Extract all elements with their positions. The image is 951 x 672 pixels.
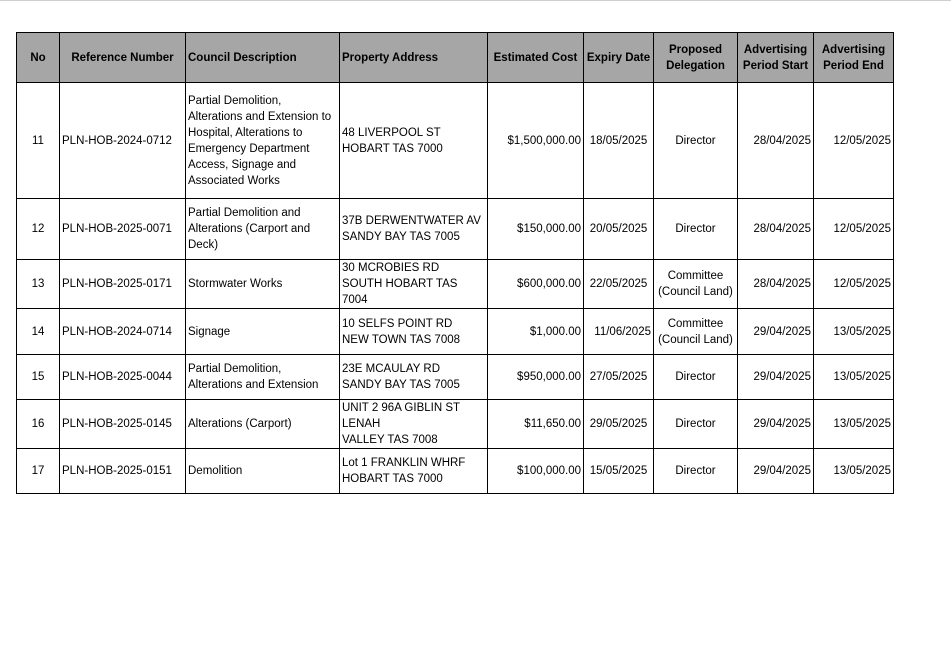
cell-cost: $600,000.00	[488, 260, 584, 309]
cell-cost: $11,650.00	[488, 400, 584, 449]
col-header-expiry: Expiry Date	[584, 33, 654, 83]
cell-address	[340, 449, 488, 494]
table-row	[17, 355, 894, 400]
col-header-adv-end-line2: Period End	[823, 59, 884, 72]
cell-adv-end: 13/05/2025	[814, 355, 894, 400]
cell-adv-end: 12/05/2025	[814, 83, 894, 199]
cell-reference: PLN-HOB-2024-0714	[60, 309, 186, 355]
table-header-row	[17, 33, 894, 83]
delegation-line-1: Director	[675, 134, 716, 147]
delegation-line-1: Director	[675, 465, 716, 477]
delegation-line-1: Director	[675, 223, 716, 235]
cell-no: 17	[17, 449, 60, 494]
cell-expiry: 18/05/2025	[584, 83, 654, 199]
planning-applications-table	[16, 32, 894, 494]
delegation-line-1: Committee	[667, 317, 724, 330]
cell-reference: PLN-HOB-2024-0712	[60, 83, 186, 199]
cell-adv-start: 28/04/2025	[738, 199, 814, 260]
address-line-2: SOUTH HOBART TAS 7004	[342, 278, 458, 306]
cell-description: Partial Demolition, Alterations and Extension to Hospital, Alterations to Emergency Department Access, Signage and Associated Works	[186, 83, 340, 199]
cell-cost: $950,000.00	[488, 355, 584, 400]
address-line-1: 23E MCAULAY RD	[342, 363, 440, 375]
col-header-delegation	[654, 33, 738, 83]
cell-expiry: 27/05/2025	[584, 355, 654, 400]
cell-delegation	[654, 449, 738, 494]
cell-cost: $100,000.00	[488, 449, 584, 494]
address-line-1: UNIT 2 96A GIBLIN ST LENAH	[342, 402, 460, 430]
col-header-cost: Estimated Cost	[488, 33, 584, 83]
col-header-description: Council Description	[186, 33, 340, 83]
cell-cost: $1,000.00	[488, 309, 584, 355]
cell-description: Signage	[186, 309, 340, 355]
page-top-border	[0, 0, 951, 1]
delegation-line-1: Committee	[667, 270, 724, 282]
table-row	[17, 83, 894, 199]
cell-address	[340, 355, 488, 400]
cell-reference: PLN-HOB-2025-0071	[60, 199, 186, 260]
cell-expiry: 15/05/2025	[584, 449, 654, 494]
cell-adv-start: 28/04/2025	[738, 260, 814, 309]
address-line-1: Lot 1 FRANKLIN WHRF	[342, 457, 466, 469]
cell-reference: PLN-HOB-2025-0145	[60, 400, 186, 449]
cell-cost: $1,500,000.00	[488, 83, 584, 199]
col-header-delegation-line1: Proposed	[668, 43, 723, 56]
cell-description: Stormwater Works	[186, 260, 340, 309]
col-header-delegation-line2: Delegation	[666, 59, 725, 72]
delegation-line-2: (Council Land)	[658, 333, 733, 346]
cell-adv-start: 29/04/2025	[738, 355, 814, 400]
cell-description: Partial Demolition, Alterations and Extension	[186, 355, 340, 400]
col-header-adv-start	[738, 33, 814, 83]
cell-delegation	[654, 83, 738, 199]
cell-address	[340, 309, 488, 355]
cell-no: 11	[17, 83, 60, 199]
table-row	[17, 400, 894, 449]
cell-adv-end: 13/05/2025	[814, 449, 894, 494]
delegation-line-1: Director	[675, 418, 716, 430]
cell-no: 12	[17, 199, 60, 260]
cell-delegation	[654, 199, 738, 260]
cell-adv-start: 28/04/2025	[738, 83, 814, 199]
cell-no: 15	[17, 355, 60, 400]
cell-expiry: 11/06/2025	[584, 309, 654, 355]
cell-delegation	[654, 309, 738, 355]
col-header-address: Property Address	[340, 33, 488, 83]
address-line-2: SANDY BAY TAS 7005	[342, 231, 460, 243]
cell-reference: PLN-HOB-2025-0171	[60, 260, 186, 309]
cell-expiry: 29/05/2025	[584, 400, 654, 449]
address-line-1: 37B DERWENTWATER AV	[342, 215, 481, 227]
table-row	[17, 260, 894, 309]
table-row	[17, 449, 894, 494]
cell-adv-start: 29/04/2025	[738, 309, 814, 355]
address-line-1: 48 LIVERPOOL ST	[342, 126, 441, 139]
cell-delegation	[654, 400, 738, 449]
table-row	[17, 199, 894, 260]
cell-no: 14	[17, 309, 60, 355]
cell-adv-end: 12/05/2025	[814, 260, 894, 309]
cell-description: Demolition	[186, 449, 340, 494]
cell-expiry: 22/05/2025	[584, 260, 654, 309]
address-line-1: 30 MCROBIES RD	[342, 262, 440, 274]
col-header-no: No	[17, 33, 60, 83]
delegation-line-1: Director	[675, 371, 716, 383]
cell-no: 16	[17, 400, 60, 449]
cell-address	[340, 83, 488, 199]
cell-no: 13	[17, 260, 60, 309]
address-line-2: HOBART TAS 7000	[342, 142, 443, 155]
cell-reference: PLN-HOB-2025-0151	[60, 449, 186, 494]
cell-adv-end: 13/05/2025	[814, 400, 894, 449]
cell-address	[340, 400, 488, 449]
cell-description: Alterations (Carport)	[186, 400, 340, 449]
cell-cost: $150,000.00	[488, 199, 584, 260]
col-header-adv-start-line2: Period Start	[742, 59, 809, 72]
cell-adv-start: 29/04/2025	[738, 449, 814, 494]
delegation-line-2: (Council Land)	[658, 286, 733, 298]
cell-delegation	[654, 355, 738, 400]
col-header-reference: Reference Number	[60, 33, 186, 83]
cell-description: Partial Demolition and Alterations (Carport and Deck)	[186, 199, 340, 260]
address-line-2: NEW TOWN TAS 7008	[342, 333, 461, 346]
cell-reference: PLN-HOB-2025-0044	[60, 355, 186, 400]
cell-expiry: 20/05/2025	[584, 199, 654, 260]
cell-adv-start: 29/04/2025	[738, 400, 814, 449]
col-header-adv-end-line1: Advertising	[821, 43, 886, 56]
address-line-2: SANDY BAY TAS 7005	[342, 379, 460, 391]
cell-adv-end: 13/05/2025	[814, 309, 894, 355]
col-header-adv-end	[814, 33, 894, 83]
cell-delegation	[654, 260, 738, 309]
address-line-1: 10 SELFS POINT RD	[342, 317, 453, 330]
col-header-adv-start-line1: Advertising	[743, 43, 808, 56]
cell-address	[340, 199, 488, 260]
cell-adv-end: 12/05/2025	[814, 199, 894, 260]
cell-address	[340, 260, 488, 309]
table-row	[17, 309, 894, 355]
address-line-2: VALLEY TAS 7008	[342, 434, 438, 446]
address-line-2: HOBART TAS 7000	[342, 473, 443, 485]
